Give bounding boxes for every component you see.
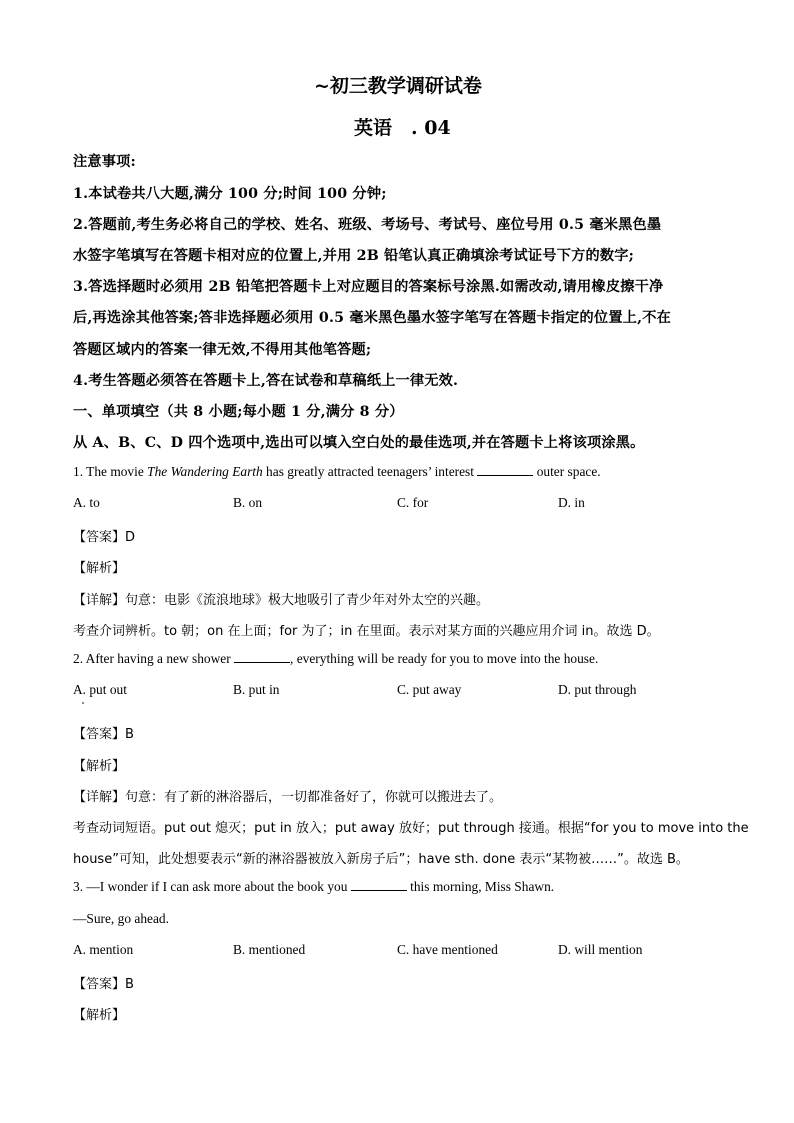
answer-line xyxy=(73,526,135,545)
question-1-stem xyxy=(73,464,601,480)
detail-line xyxy=(73,589,489,608)
analysis-label: 【解析】 xyxy=(73,561,126,576)
option-a: A. put out xyxy=(73,682,127,697)
answer-blank xyxy=(234,661,290,663)
notes-line: 3.答选择题时必须用 2B 铅笔把答题卡上对应题目的答案标号涂黑.如需改动,请用橡皮擦干净 xyxy=(73,279,664,295)
answer-blank xyxy=(351,889,407,891)
answer-label: 【答案】 xyxy=(73,727,126,742)
question-stem-text: 2. After having a new shower xyxy=(73,651,235,666)
option-c: C. for xyxy=(397,495,429,510)
option-d: D. in xyxy=(558,495,585,510)
answer-label: 【答案】 xyxy=(73,530,126,545)
explanation-line: 考查动词短语。put out 熄灭；put in 放入；put away 放好；put through 接通。根据“for you to move into the xyxy=(73,821,749,836)
detail-text: 句意：有了新的淋浴器后，一切都准备好了，你就可以搬进去了。 xyxy=(125,790,503,805)
detail-line xyxy=(73,786,502,805)
question-stem-text: has greatly attracted teenagers’ interest xyxy=(262,464,478,479)
option-c: C. have mentioned xyxy=(397,942,498,957)
detail-label: 【详解】 xyxy=(73,790,126,805)
notes-line: 水签字笔填写在答题卡相对应的位置上,并用 2B 铅笔认真正确填涂考试证号下方的数字; xyxy=(73,248,635,264)
dialogue-reply: —Sure, go ahead. xyxy=(73,911,169,926)
answer-value: B xyxy=(125,727,134,742)
notes-line: 1.本试卷共八大题,满分 100 分;时间 100 分钟; xyxy=(73,186,387,202)
detail-text: 句意：电影《流浪地球》极大地吸引了青少年对外太空的兴趣。 xyxy=(125,593,490,608)
answer-value: B xyxy=(125,977,134,992)
question-stem-text: 1. The movie xyxy=(73,464,148,479)
analysis-label: 【解析】 xyxy=(73,759,126,774)
exam-subtitle: 英语 . 04 xyxy=(354,117,451,139)
detail-label: 【详解】 xyxy=(73,593,126,608)
answer-line xyxy=(73,723,134,742)
question-stem-text: 3. —I wonder if I can ask more about the book you xyxy=(73,879,351,894)
option-a: A. mention xyxy=(73,942,134,957)
section-instruction: 从 A、B、C、D 四个选项中,选出可以填入空白处的最佳选项,并在答题卡上将该项涂黑。 xyxy=(73,435,645,451)
option-d: D. put through xyxy=(558,682,637,697)
option-d: D. will mention xyxy=(558,942,643,957)
answer-label: 【答案】 xyxy=(73,977,126,992)
stray-dot xyxy=(82,702,84,704)
notes-line: 答题区域内的答案一律无效,不得用其他笔答题; xyxy=(73,342,372,358)
explanation-line: house”可知，此处想要表示“新的淋浴器被放入新房子后”；have sth. done 表示“某物被……”。故选 B。 xyxy=(73,852,689,867)
answer-line xyxy=(73,973,134,992)
notes-heading: 注意事项: xyxy=(73,154,136,170)
exam-title: ~初三教学调研试卷 xyxy=(314,75,482,97)
question-3-stem xyxy=(73,879,554,895)
movie-title-italic: The Wandering Earth xyxy=(147,464,263,479)
notes-line: 2.答题前,考生务必将自己的学校、姓名、班级、考场号、考试号、座位号用 0.5 毫米黑色墨 xyxy=(73,217,662,233)
notes-line: 后,再选涂其他答案;答非选择题必须用 0.5 毫米黑色墨水签字笔写在答题卡指定的位置上,不在 xyxy=(73,310,672,326)
answer-value: D xyxy=(125,530,136,545)
section-heading: 一、单项填空（共 8 小题;每小题 1 分,满分 8 分） xyxy=(73,404,404,420)
question-stem-text: , everything will be ready for you to move into the house. xyxy=(290,651,599,666)
answer-blank xyxy=(477,474,533,476)
notes-line: 4.考生答题必须答在答题卡上,答在试卷和草稿纸上一律无效. xyxy=(73,373,459,389)
option-b: B. on xyxy=(233,495,263,510)
option-b: B. put in xyxy=(233,682,280,697)
question-2-stem xyxy=(73,651,598,667)
question-stem-text: this morning, Miss Shawn. xyxy=(406,879,555,894)
option-a: A. to xyxy=(73,495,100,510)
option-c: C. put away xyxy=(397,682,462,697)
explanation-line: 考查介词辨析。to 朝；on 在上面；for 为了；in 在里面。表示对某方面的兴趣应用介词 in。故选 D。 xyxy=(73,624,660,639)
analysis-label: 【解析】 xyxy=(73,1008,126,1023)
option-b: B. mentioned xyxy=(233,942,306,957)
question-stem-text: outer space. xyxy=(533,464,601,479)
